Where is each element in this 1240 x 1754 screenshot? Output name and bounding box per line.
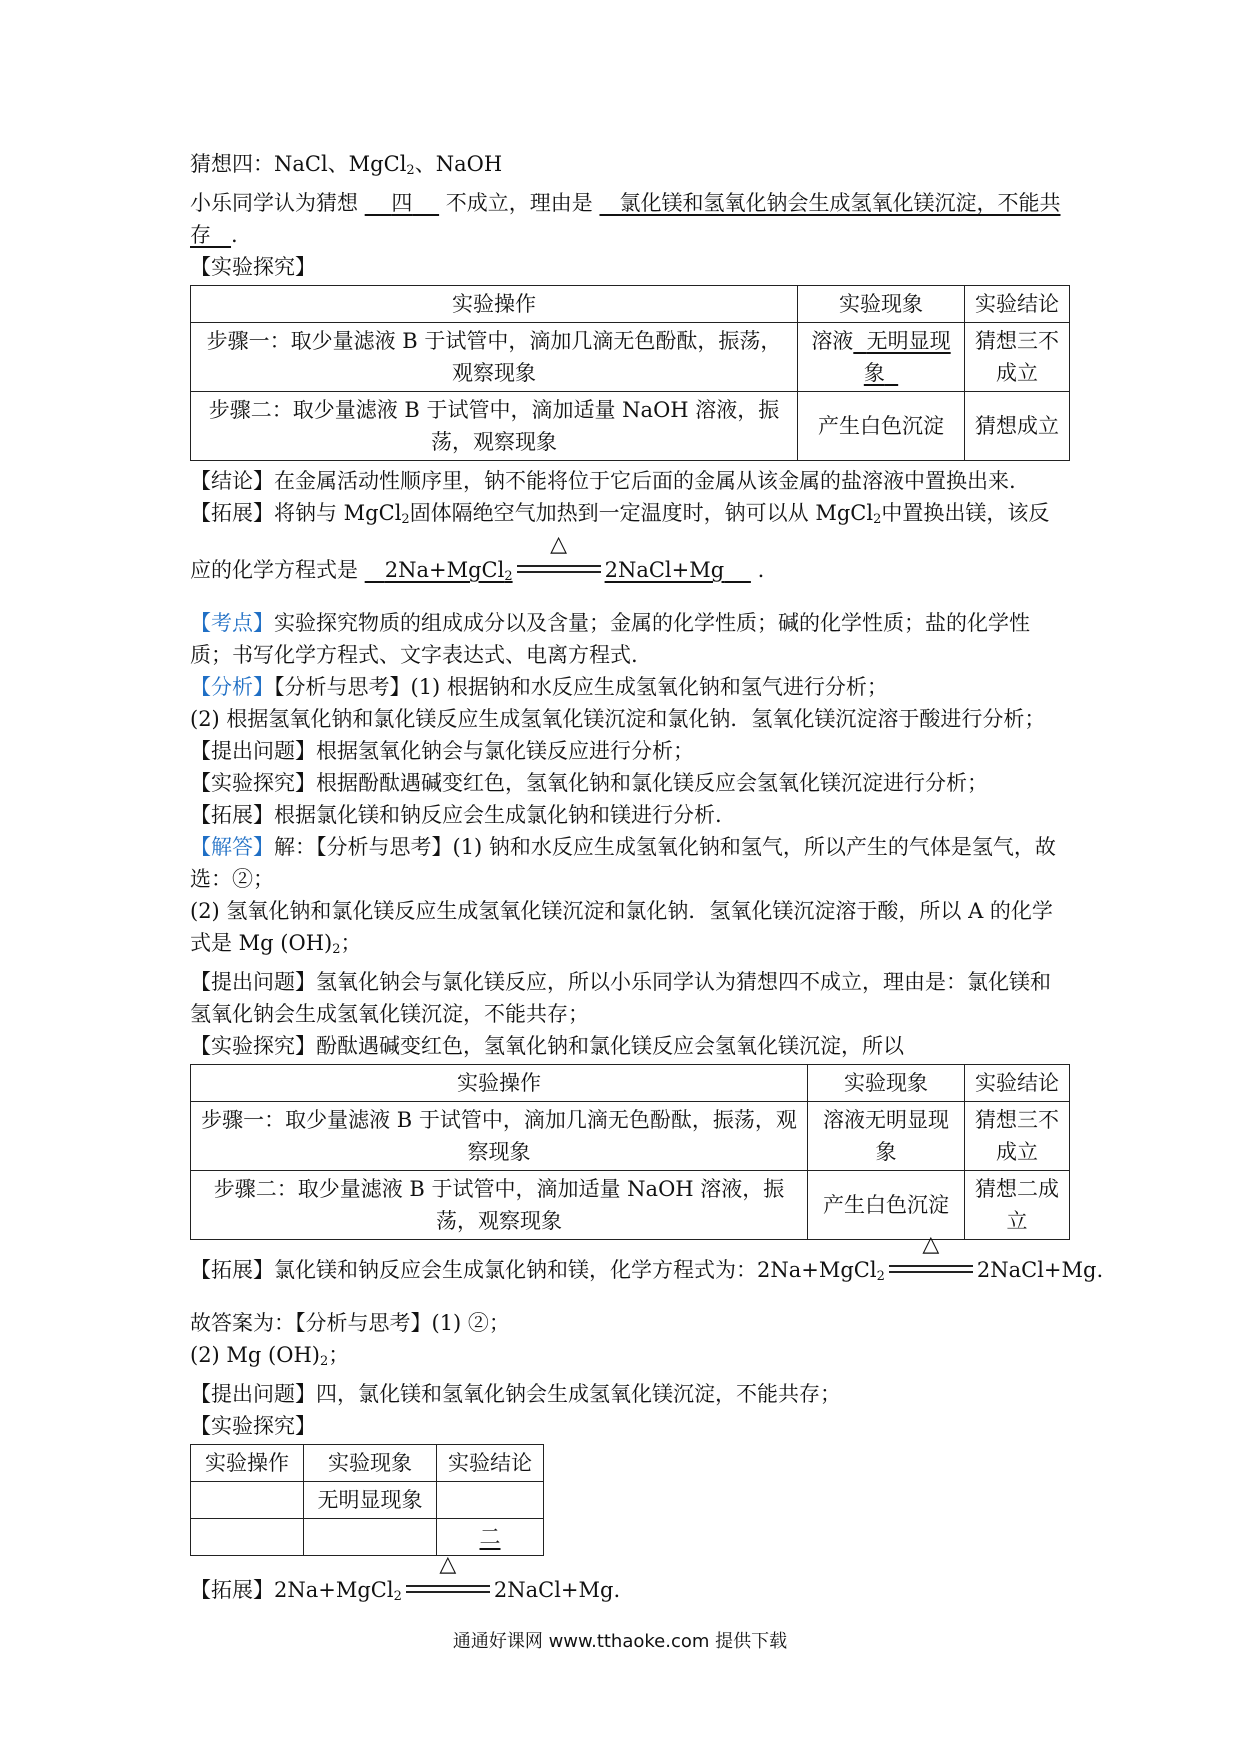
answers-1: 故答案为：【分析与思考】(1) ②；	[190, 1311, 510, 1335]
fenxi: 【分析】【分析与思考】(1) 根据钠和水反应生成氢氧化钠和氢气进行分析；	[190, 675, 888, 699]
section-explore: 【实验探究】	[190, 255, 316, 279]
jieda-2: (2) 氢氧化钠和氯化镁反应生成氢氧化镁沉淀和氯化钠．氢氧化镁沉淀溶于酸，所以 A 的化学式是 Mg $(OH)_2$；	[190, 899, 1053, 957]
blank-reason: 氯化镁和氢氧化钠会生成氢氧化镁沉淀，不能共	[619, 191, 1061, 215]
fenxi-2: (2) 根据氢氧化钠和氯化镁反应生成氢氧化镁沉淀和氯化钠．氢氧化镁沉淀溶于酸进行分析；	[190, 707, 1046, 731]
jieda-3: 【提出问题】氢氧化钠会与氯化镁反应，所以小乐同学认为猜想四不成立，理由是：氯化镁和氢氧化钠会生成氢氧化镁沉淀，不能共存；	[190, 970, 1051, 1026]
guess-four: 猜想四：NaCl、MgCl$_2$、NaOH	[190, 152, 503, 178]
jieda: 【解答】解：【分析与思考】(1) 钠和水反应生成氢氧化钠和氢气，所以产生的气体是氢气，故选：②；	[190, 835, 1056, 891]
table-header: 实验结论	[965, 1065, 1070, 1102]
equation-blank: 2Na+MgCl$_2$ △ 2NaCl+Mg	[384, 532, 725, 584]
answer-table	[190, 1064, 1070, 1240]
reason-line-2: 存 .	[190, 223, 238, 247]
table-row: 步骤一：取少量滤液 B 于试管中，滴加几滴无色酚酞，振荡，观察现象 溶液 无明显现象 猜想三不成立	[191, 323, 1070, 392]
table-header: 实验操作	[191, 286, 798, 323]
extension-line1: 【拓展】将钠与 MgCl$_2$固体隔绝空气加热到一定温度时，钠可以从 MgCl$_2$中置换出镁，该反	[190, 501, 1050, 527]
table-row: 步骤二：取少量滤液 B 于试管中，滴加适量 NaOH 溶液，振荡，观察现象 产生白色沉淀 猜想成立	[191, 392, 1070, 461]
reason-line: 小乐同学认为猜想 四 不成立，理由是 氯化镁和氢氧化钠会生成氢氧化镁沉淀，不能共	[190, 191, 1061, 215]
table-header: 实验操作	[191, 1445, 304, 1482]
fenxi-4: 【实验探究】根据酚酞遇碱变红色，氢氧化钠和氯化镁反应会氢氧化镁沉淀进行分析；	[190, 771, 988, 795]
table-header: 实验现象	[808, 1065, 965, 1102]
table-row: 无明显现象	[191, 1482, 544, 1519]
table-header: 实验现象	[304, 1445, 437, 1482]
answers-3: 【提出问题】四，氯化镁和氢氧化钠会生成氢氧化镁沉淀，不能共存；	[190, 1382, 841, 1406]
document-page	[190, 148, 1104, 1613]
answer-summary-table	[190, 1444, 544, 1556]
table-header: 实验操作	[191, 1065, 808, 1102]
fenxi-5: 【拓展】根据氯化镁和钠反应会生成氯化钠和镁进行分析.	[190, 803, 722, 827]
extension-line2: 应的化学方程式是 2Na+MgCl$_2$ △ 2NaCl+Mg .	[190, 532, 765, 584]
table-row: 二	[191, 1519, 544, 1556]
kaodian: 【考点】实验探究物质的组成成分以及含量；金属的化学性质；碱的化学性质；盐的化学性质；书写化学方程式、文字表达式、电离方程式.	[190, 611, 1030, 667]
jieda-4: 【实验探究】酚酞遇碱变红色，氢氧化钠和氯化镁反应会氢氧化镁沉淀，所以	[190, 1034, 904, 1058]
conclusion: 【结论】在金属活动性顺序里，钠不能将位于它后面的金属从该金属的盐溶液中置换出来.	[190, 469, 1016, 493]
table-header: 实验结论	[437, 1445, 544, 1482]
experiment-table	[190, 285, 1070, 461]
reaction-arrow: △	[889, 1263, 973, 1275]
answers-extension: 【拓展】2Na+MgCl$_2$ △ 2NaCl+Mg.	[190, 1552, 621, 1604]
blank-guess-number: 四	[391, 191, 413, 215]
table-row: 步骤二：取少量滤液 B 于试管中，滴加适量 NaOH 溶液，振荡，观察现象 产生白色沉淀 猜想二成立	[191, 1171, 1070, 1240]
table-header: 实验现象	[798, 286, 965, 323]
table-header: 实验结论	[965, 286, 1070, 323]
footer-source: 通通好课网 www.tthaoke.com 提供下载	[452, 1631, 788, 1652]
answers-2: (2) Mg $(OH)_2$；	[190, 1343, 350, 1369]
fenxi-3: 【提出问题】根据氢氧化钠会与氯化镁反应进行分析；	[190, 739, 694, 763]
reaction-arrow: △	[517, 563, 601, 575]
reaction-arrow: △	[406, 1583, 490, 1595]
answers-4: 【实验探究】	[190, 1414, 316, 1438]
table-row: 步骤一：取少量滤液 B 于试管中，滴加几滴无色酚酞，振荡，观察现象 溶液无明显现象 猜想三不成立	[191, 1102, 1070, 1171]
extension-answer: 【拓展】氯化镁和钠反应会生成氯化钠和镁，化学方程式为：2Na+MgCl$_2$ △ 2NaCl+Mg.	[190, 1232, 1104, 1284]
